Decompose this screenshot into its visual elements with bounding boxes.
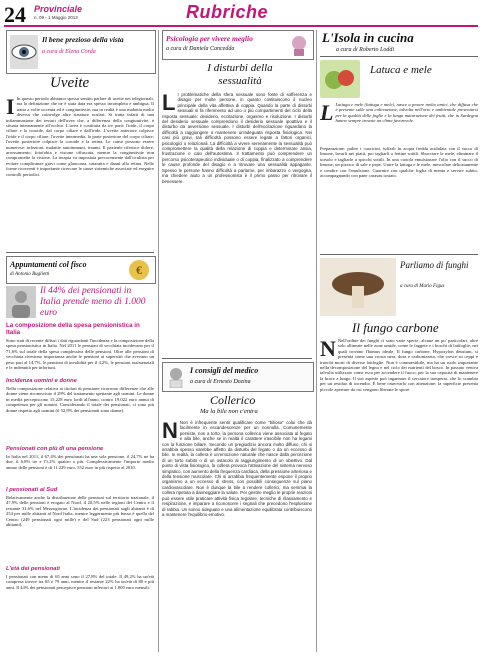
issue-date: n. 09 - 1 Maggio 2013 [34, 15, 78, 20]
pension-headline: Il 44% dei pensionati in Italia prende meno di 1.000 euro [40, 286, 146, 318]
column-author: a cura di Daniela Cancedda [166, 46, 235, 52]
column-author: a cura di Elena Corda [42, 49, 96, 55]
header-rule [4, 25, 478, 27]
divider [320, 254, 478, 255]
doctor-icon [166, 366, 186, 388]
medico-header-box [162, 362, 314, 392]
article-title: Latuca e mele [370, 64, 432, 76]
article-title: Collerico [210, 393, 256, 407]
pension-sub-5: L'età dei pensionati [6, 566, 60, 572]
dropcap: L [320, 102, 334, 125]
column-separator [316, 30, 317, 652]
pension-body-1: Sono stati di recente diffusi i dati riguardanti l'incidenza e la composizione della spesa pensionistica in Italia. Nel 2011 le pensioni di vecchiaia incidevano per il 71,6% sul totale della spesa complessiva delle pensioni. Oltre alle pensioni di vecchiaia rivestono importanza anche le pensioni ai superstiti che avevano un peso pari al 14,7%, le pensioni di invalidità per il 4,2%, le pensioni assistenziali e le indennità per infortuni. [6, 338, 154, 371]
recipe-photo [320, 60, 360, 98]
pension-body-2: Nella composizione relativa ai titolari di pensione ricorrono differenze che alle donne viene riconosciuto il 29% del trattamento spettante agli uomini. Le donne in media percepiscono 15.228 euro lordi all'anno, contro 19.022 euro annui di competenza per gli uomini. Considerando il totale dei pensionati, ci sono più donne rispetto agli uomini (il 52,9% dei pensionati sono donne). [6, 386, 154, 413]
dropcap: I [6, 96, 15, 119]
column-title: L'Isola in cucina [322, 30, 414, 45]
pension-body-5: I pensionati con meno di 65 anni sono il 27,8% del totale. Il 49,2% ha un'età compresa invece tra 65 e 79 anni, mentre il restante 22% ha un'età di 80 e più anni. Il 44% dei pensionati percepisce pensioni inferiori ai 1.000 euro mensili. [6, 574, 154, 590]
article-intro: L Lattuga e mele (lattuga e mele), nasce a pesare molto amici, che diffusa che è presente sulle una coltivazione, talvolta nell'orto e ambientale presentarsi per la qualità delle foglie e la lunga maturazione dei frutti, che in Sardegna hanno sempre trovato un clima favorevole. [320, 102, 478, 125]
column-title: Il bene prezioso della vista [42, 35, 124, 44]
pension-body-4: Relativamente anche la distribuzione delle pensioni sul territorio nazionale, il 47,9% delle pensioni è erogato al Nord, il 20,5% nelle regioni del Centro e il restante 31,6% nel Mezzogiorno. L'incidenza dei pensionati sugli abitanti è di 254 per mille abitanti al Nord Italia, mentre leggermente più basso è quella del Centro (249 pensionati ogni mille) e del Sud (223 pensionati ogni mille abitanti). [6, 495, 154, 528]
divider [6, 252, 154, 253]
column-title: I consigli del medico [190, 366, 259, 375]
column-title: Psicologia per vivere meglio [166, 34, 253, 43]
article-title: I disturbi della sessualità [207, 62, 273, 87]
pension-photo [6, 286, 36, 318]
article-subtitle: Ma la bile non c'entra [200, 408, 258, 415]
psico-header-box [162, 30, 314, 60]
article-title: Il fungo carbone [352, 320, 439, 335]
article-title: Uveite [50, 75, 90, 91]
article-body: L I problematiche della sfera sessuale sono fonte di sofferenza e disagio per molte persone, in quanto costituiscono il nucleo principale della vita affettiva di coppia. Quando la parte di disturbi sessuali si fa riferimento ad uno o più compartimenti del ciclo della risposta sessuale: desiderio, eccitazione, orgasmo e risoluzione. I disturbi del desiderio sessuale comprendono il desiderio sessuale ipoattivo e il disturbo da avversione sessuale. I disturbi dell'eccitazione riguardano la difficoltà a raggiungere o mantenere un'adeguata risposta fisiologica. Nei casi più gravi, tali difficoltà possono essere legate a fattori organici, psicologici o relazionali. La difficoltà a vivere serenamente la sessualità può compromettere la qualità della relazione di coppia e determinare ansia, frustrazione e calo dell'autostima. Il trattamento può comprendere un percorso psicoterapeutico individuale o di coppia, finalizzato a comprendere le cause profonde del disagio e a ritrovare una sessualità appagante. Spesso le persone hanno difficoltà a parlarne, per imbarazzo o vergogna, ma chiedere aiuto a un professionista è il primo passo per ritrovare il benessere. [162, 92, 312, 184]
column-author: di Antonio Buglietti [10, 272, 50, 277]
column-author: a cura di Mario Figus [400, 284, 445, 289]
vista-header-box [6, 30, 156, 74]
column-author: a cura di Roberto Loddi [336, 47, 394, 53]
pension-sub-1: La composizione della spesa pensionistica in Italia [6, 322, 140, 336]
column-title: Appuntamenti col fisco [10, 260, 87, 269]
article-body: N Non è infrequente sentir qualificare come "bilioso" colui che dà facilmente in escandescenze per un nonnulla. Comunemente persiste, non a torto, la persona collerica viene associata al fegato e alla bile, anche se in realtà il carattere irascibile non ha legami con la funzione biliare. Secondo un pregiudizio ancora molto diffuso, chi si arrabbia spesso sarebbe affetto da disturbi del fegato o da un eccesso di bile. In realtà, la collera è un'emozione naturale che nasce dalla percezione di un torto subito o di un ostacolo al raggiungimento di un obiettivo. Dal punto di vista fisiologico, la collera provoca l'attivazione del sistema nervoso simpatico, con aumento della frequenza cardiaca, della pressione arteriosa e della tensione muscolare. Chi si arrabbia frequentemente espone il proprio organismo a un eccesso di stress, con possibili conseguenze sul piano cardiovascolare. Non è dunque la bile a rendere collerici, ma semmai la collera ripetuta a danneggiare la salute. Per gestire meglio le proprie reazioni può essere utile praticare attività fisica regolare, tecniche di rilassamento e respirazione, e imparare a riconoscere i segnali che precedono l'esplosione di rabbia. Un sonno adeguato e una alimentazione equilibrata contribuiscono a mantenere l'equilibrio emotivo. [162, 420, 312, 517]
euro-icon: € [129, 260, 149, 280]
dropcap: N [320, 338, 336, 361]
divider [320, 56, 478, 57]
pension-sub-2: Incidenza uomini e donne [6, 378, 77, 384]
column-separator [158, 30, 159, 652]
pension-sub-3: Pensionati con più di una pensione [6, 446, 104, 452]
column-author: a cura di Ernesto Dozina [190, 379, 251, 385]
page-number: 24 [4, 2, 26, 27]
head-icon [289, 34, 309, 56]
brand-logo: Provinciale [34, 4, 83, 14]
divider [162, 358, 312, 359]
dropcap: N [162, 420, 178, 443]
fisco-header-box [6, 256, 156, 284]
pension-sub-4: I pensionati al Sud [6, 487, 58, 493]
dropcap: L [162, 92, 176, 115]
article-body: N Nell'ordine dei funghi ci sono varie specie, alcune un po' particolari, altre solo allineate nelle zone umide, come le faggete e i boschi di latifoglie, nei quali trovano l'humus ideale. Il fungo carbone, Hypoxylon deustum, si presenta come una crosta nera, dura e carbonizzata, che cresce su ceppi e tronchi morti di diverse latifoglie. Non è commestibile, ma ha un ruolo importante nella decomposizione del legno e nel ciclo dei nutrienti del bosco. In passato veniva talvolta utilizzato come esca per accendere il fuoco, per la sua capacità di mantenere la brace a lungo. Il suo aspetto può ingannare il cercatore inesperto, che lo scambia per un residuo di incendio. È bene osservarlo con attenzione: la superficie presenta piccole aperture da cui vengono liberate le spore. [320, 338, 478, 392]
column-title: Parliamo di funghi [400, 260, 469, 270]
article-body: I In questo periodo abbiamo spesso sentito parlare di uveite nei telegiornali, ma la definizione che ne è stata data era spesso incompleta e ambigua. Il tratta a volte uccenta ed è congiuntivite, ma in realtà è una malattia molto diversa che coinvolge altre strutture oculari. Si tratta infatti di una infiammazione dei tessuti dell'uvea che, a differenza della congiuntivite, è situata internamente all'occhio. L'uvea è costituita da tre parti: l'iride, il corpo ciliare e la coroide, dal corpo ciliare e dall'iride. L'uveite anteriore colpisce l'iride e il corpo ciliare; l'uveite intermedia, la parte posteriore del corpo ciliare; l'uveite posteriore colpisce la coroide e la retina. Le cause possono essere numerose: infezioni, malattie autoimmuni, traumi. Il paziente riferisce dolore, arrossamento, fotofobia e visione offuscata, mentre la congiuntivite non compromette la visione. La terapia va impostata precocemente dall'oculista per evitare complicanze gravi come glaucoma, cataratta e danni alla retina. Nelle forme ricorrenti è importante ricercare le cause sistemiche associate ed eseguire controlli periodici. [6, 96, 154, 177]
eye-icon [10, 35, 38, 69]
article-body: Preparazione: pulire i cuoricini, tuffarli in acqua fredda acidulata con il succo di limone, lavarli nei piatti, poi tagliarli a fettine sottili. Sbucciare le mele, eliminare il torsolo e tagliarle a spicchi sottili. In una ciotola emulsionare l'olio con il succo di limone, un pizzico di sale e pepe. Unire la lattuga e le mele, mescolare delicatamente e condire con l'emulsione. Guarnire con qualche foglia di menta e servire subito, accompagnando con pane carasau tostato. [320, 146, 478, 179]
section-title: Rubriche [186, 2, 269, 22]
pension-body-3: In Italia nel 2011, il 67,4% dei pensionati ha una sola pensione, il 24,7% ne ha due, il 6,8% tre e l'1,2% quattro o più. Complessivamente l'importo medio annuo delle pensioni è di 11.229 euro, 552 euro in più rispetto al 2010. [6, 454, 154, 470]
mushroom-photo [320, 258, 396, 316]
